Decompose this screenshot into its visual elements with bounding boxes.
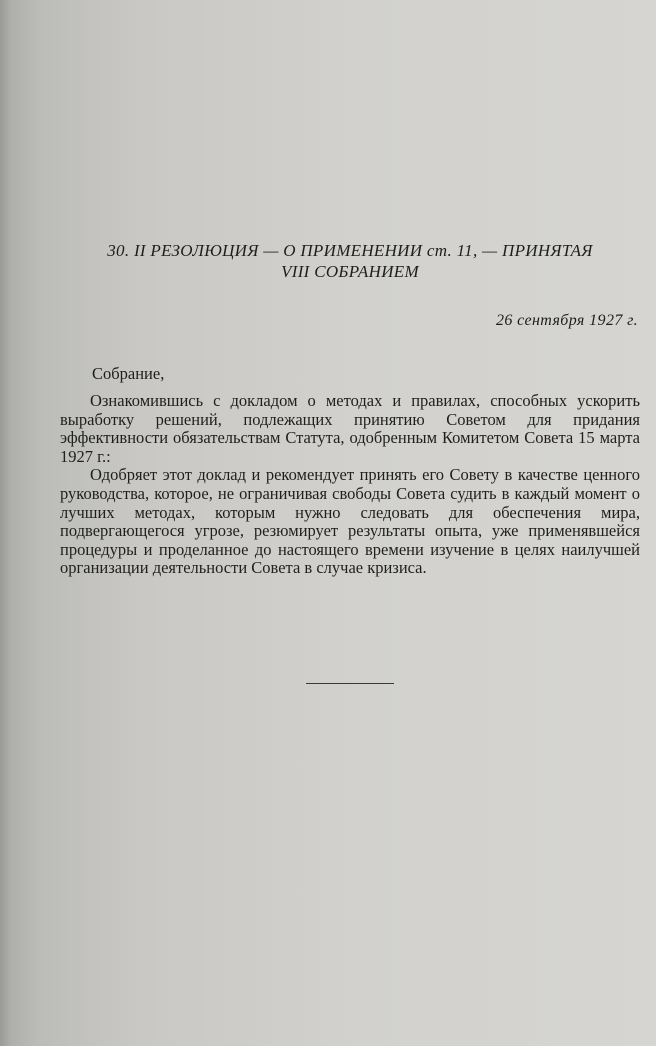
resolution-heading bbox=[60, 240, 640, 282]
resolution-date: 26 сентября 1927 г. bbox=[495, 312, 638, 329]
resolution-body bbox=[60, 392, 640, 578]
paragraph-1: Ознакомившись с докладом о методах и правилах, способных ускорить выработку решений, подлежащих принятию Советом для придания эффективности обязательствам Статута, одобренным Комитетом Совета 15 марта 1927 г.: bbox=[60, 391, 640, 466]
page-gutter bbox=[0, 0, 12, 1046]
heading-line-1: 30. II РЕЗОЛЮЦИЯ — О ПРИМЕНЕНИИ ст. 11, — ПРИНЯТАЯ bbox=[107, 241, 593, 260]
closing-rule bbox=[306, 683, 394, 684]
paragraph-2: Одобряет этот доклад и рекомендует принять его Совету в качестве ценного руководства, которое, не ограничивая свободы Совета судить в каждый момент о лучших методах, которым нужно следовать для обеспечения мира, подвергающегося угрозе, резюмирует результаты опыта, уже применявшейся процедуры и проделанное до настоящего времени изучение в целях наилучшей организации деятельности Совета в случае кризиса. bbox=[60, 465, 640, 578]
heading-line-2: VIII СОБРАНИЕМ bbox=[281, 262, 419, 281]
salutation: Собрание, bbox=[92, 364, 165, 383]
